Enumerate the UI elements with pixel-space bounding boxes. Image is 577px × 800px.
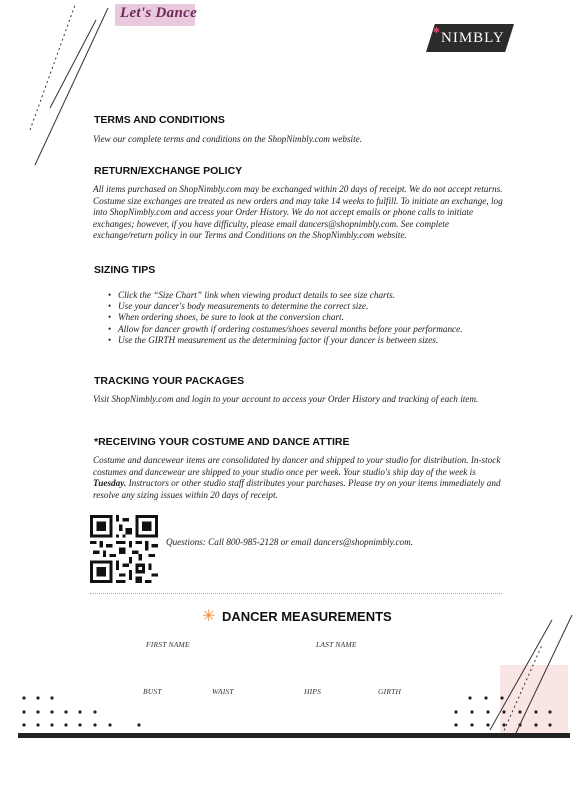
waist-label: WAIST — [212, 687, 234, 696]
tracking-heading: TRACKING YOUR PACKAGES — [94, 375, 245, 387]
list-item: • Use the GIRTH measurement as the determining factor if your dancer is between sizes. — [108, 335, 508, 346]
terms-body: View our complete terms and conditions on the ShopNimbly.com website. — [93, 134, 363, 144]
list-item: • Click the “Size Chart” link when viewing product details to see size charts. — [108, 290, 508, 301]
list-item: • Use your dancer's body measurements to determine the correct size. — [108, 301, 508, 312]
measurements-heading: DANCER MEASUREMENTS — [222, 609, 392, 624]
list-item: • When ordering shoes, be sure to look at the conversion chart. — [108, 312, 508, 323]
last-name-label: LAST NAME — [316, 640, 357, 649]
receiving-body — [93, 455, 503, 501]
receiving-text-1: Costume and dancewear items are consolidated by dancer and shipped to your studio for distribution. In-stock costumes and dancewear are shipped to your studio once per week. Your studio's ship day of the week is — [93, 455, 501, 477]
decorative-dots-left — [15, 692, 155, 732]
sizing-tips-list — [108, 290, 508, 346]
returns-heading: RETURN/EXCHANGE POLICY — [94, 165, 243, 177]
decorative-lines-top — [0, 0, 120, 175]
bust-label: BUST — [143, 687, 162, 696]
nimbly-logo: NIMBLY — [441, 30, 505, 46]
divider — [90, 593, 502, 594]
star-icon: ✱ — [433, 26, 440, 35]
asterisk-icon: ✳ — [202, 608, 216, 625]
lets-dance-logo: Let's Dance — [120, 5, 198, 21]
returns-body: All items purchased on ShopNimbly.com may be exchanged within 20 days of receipt. We do not accept returns. Costume size exchanges are treated as new orders and may take 14 weeks to fulfill. To initiate an exchange, log into ShopNimbly.com and access your Order History. We do not accept emails or phone calls to initiate exchanges; however, if you have difficulty, please email dancers@shopnimbly.com. See complete exchange/return policy in our Terms and Conditions on the ShopNimbly.com website. — [93, 184, 503, 240]
list-item: • Allow for dancer growth if ordering costumes/shoes several months before your performance. — [108, 324, 508, 335]
receiving-heading: *RECEIVING YOUR COSTUME AND DANCE ATTIRE — [94, 436, 350, 448]
footer-bar — [18, 733, 570, 738]
terms-heading: TERMS AND CONDITIONS — [94, 114, 225, 126]
girth-label: GIRTH — [378, 687, 402, 696]
ship-day: Tuesday. — [93, 478, 127, 488]
receiving-text-2: Instructors or other studio staff distributes your purchases. Please try on your items immediately and resolve any sizing issues within 20 days of receipt. — [93, 478, 501, 500]
first-name-label: FIRST NAME — [146, 640, 190, 649]
questions-contact: Questions: Call 800-985-2128 or email dancers@shopnimbly.com. — [166, 537, 414, 547]
decorative-lines-bottom — [470, 600, 577, 740]
tracking-body: Visit ShopNimbly.com and login to your account to access your Order History and tracking of each item. — [93, 394, 479, 404]
hips-label: HIPS — [304, 687, 322, 696]
sizing-heading: SIZING TIPS — [94, 264, 156, 276]
qr-code[interactable] — [90, 514, 158, 584]
